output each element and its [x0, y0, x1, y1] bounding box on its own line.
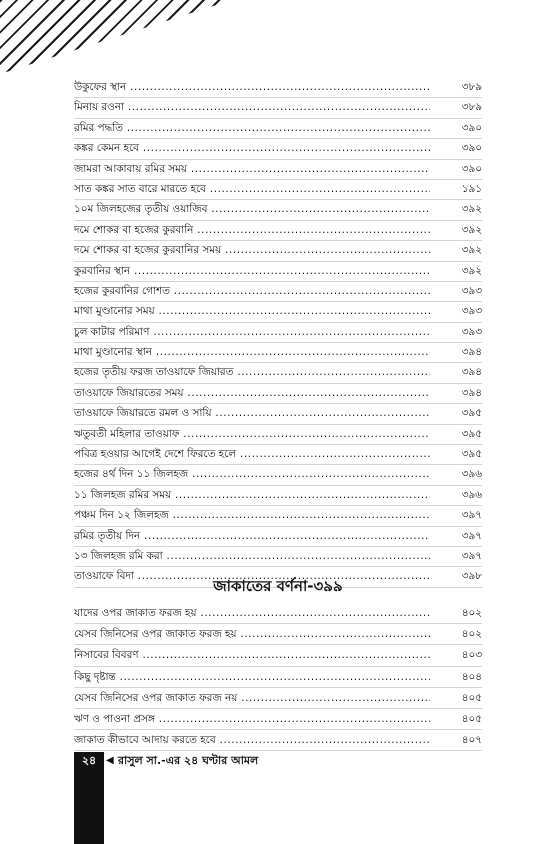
toc-entry	[74, 78, 482, 98]
toc-entry-title: উকুফের স্থান .....	[74, 78, 430, 97]
toc-entry-title: চুল কাটার পরিমাণ .....	[74, 323, 430, 342]
toc-entry-title: হজের কুরবানির গোশত .....	[74, 282, 430, 301]
toc-entry-page: ৩৯৬	[461, 488, 482, 501]
decorative-stripes	[0, 0, 232, 74]
toc-entry-page: ৪০৫	[461, 691, 482, 704]
toc-entry-title: মাথা মুণ্ডানোর সময় .....	[74, 302, 430, 321]
toc-entry-page: ৩৯২	[461, 264, 482, 277]
toc-entry-page: ৩৯০	[461, 142, 482, 155]
toc-entry	[74, 404, 482, 424]
toc-entry-title: ১০ম জিলহজের তৃতীয় ওয়াজিব .....	[74, 200, 430, 219]
toc-entry	[74, 465, 482, 485]
toc-entry-title: পঞ্চম দিন ১২ জিলহজ .....	[74, 506, 430, 525]
toc-entry-title: মিনায় রওনা .....	[74, 98, 430, 117]
toc-entry-page: ৩৯২	[461, 244, 482, 257]
toc-entry-page: ৩৯৭	[461, 509, 482, 522]
toc-entry	[74, 282, 482, 302]
toc-entry-page: ৩৯০	[461, 162, 482, 175]
toc-entry-page: ৪০৩	[461, 649, 482, 662]
toc-entry-title: ঋতুবতী মহিলার তাওয়াফ .....	[74, 425, 430, 444]
toc-entry-title: কঙ্কর কেমন হবে .....	[74, 139, 430, 158]
toc-entry-page: ৩৯৫	[461, 407, 482, 420]
toc-list-bottom	[74, 603, 482, 751]
toc-entry	[74, 323, 482, 343]
toc-entry-title: পবিত্র হওয়ার আগেই দেশে ফিরতে হলে .....	[74, 445, 430, 464]
toc-entry-title: রমির তৃতীয় দিন .....	[74, 527, 430, 546]
toc-entry	[74, 262, 482, 282]
toc-entry-page: ৩৯৭	[461, 549, 482, 562]
toc-entry	[74, 506, 482, 526]
toc-entry-page: ৩৮৯	[461, 81, 482, 93]
toc-entry	[74, 241, 482, 261]
toc-entry-title: কিছু দৃষ্টান্ত .....	[74, 667, 430, 687]
toc-entry	[74, 667, 482, 688]
arrow-left-icon: ◀	[106, 755, 114, 766]
toc-entry-page: ৩৯৫	[461, 448, 482, 461]
toc-entry-page: ৩৯৪	[461, 386, 482, 399]
toc-entry-title: জাকাত কীভাবে আদায় করতে হবে .....	[74, 730, 430, 750]
toc-entry-page: ৩৯৬	[461, 468, 482, 481]
toc-entry-page: ৩৯০	[461, 121, 482, 134]
toc-entry-title: তাওয়াফে জিয়ারতে রমল ও সায়ি .....	[74, 404, 430, 423]
toc-entry	[74, 527, 482, 547]
toc-entry	[74, 425, 482, 445]
toc-entry-page: ৩৯৩	[461, 305, 482, 318]
toc-entry-page: ১৯১	[461, 182, 482, 195]
toc-entry	[74, 119, 482, 139]
toc-entry	[74, 160, 482, 180]
toc-entry-title: তাওয়াফে বিদা .....	[74, 567, 430, 586]
toc-entry-title: দমে শোকর বা হজের কুরবানি .....	[74, 221, 430, 240]
toc-entry	[74, 302, 482, 322]
toc-entry-title: জামরা আকাবায় রমির সময় .....	[74, 160, 430, 179]
toc-entry-title: হজের ৪র্থ দিন ১১ জিলহজ .....	[74, 465, 430, 484]
toc-entry	[74, 180, 482, 200]
toc-entry	[74, 645, 482, 666]
toc-entry-page: ৩৯২	[461, 223, 482, 236]
toc-entry-page: ৩৯৫	[461, 427, 482, 440]
toc-entry-page: ৪০৪	[461, 670, 482, 683]
toc-entry-title: তাওয়াফে জিয়ারতের সময় .....	[74, 384, 430, 403]
toc-entry-page: ৩৯৩	[461, 284, 482, 297]
toc-entry-page: ৪০৫	[461, 712, 482, 725]
toc-entry	[74, 547, 482, 567]
toc-entry-title: হজের তৃতীয় ফরজ তাওয়াফে জিয়ারত .....	[74, 363, 430, 382]
toc-entry-page: ৩৯৪	[461, 366, 482, 379]
toc-entry-title: নিসাবের বিবরণ .....	[74, 645, 430, 665]
toc-entry-title: ১১ জিলহজ রমির সময় .....	[74, 486, 430, 505]
toc-entry	[74, 343, 482, 363]
section-heading: জাকাতের বর্ণনা-৩৯৯	[213, 577, 343, 595]
toc-entry-title: কুরবানির স্থান .....	[74, 262, 430, 281]
toc-entry-page: ৩৯৩	[461, 325, 482, 338]
toc-entry-page: ৪০৭	[461, 734, 482, 747]
toc-entry-page: ৩৯৪	[461, 346, 482, 359]
toc-entry	[74, 688, 482, 709]
toc-entry-title: মাথা মুণ্ডানোর স্থান .....	[74, 343, 430, 362]
toc-entry	[74, 486, 482, 506]
toc-entry	[74, 445, 482, 465]
toc-entry-title: দমে শোকর বা হজের কুরবানির সময় .....	[74, 241, 430, 260]
toc-entry	[74, 98, 482, 118]
toc-entry-page: ৪০২	[461, 607, 482, 619]
toc-entry-title: যেসব জিনিসের ওপর জাকাত ফরজ হয় .....	[74, 624, 430, 644]
toc-entry	[74, 139, 482, 159]
toc-entry-title: ঋণ ও পাওনা প্রসঙ্গ .....	[74, 709, 430, 729]
toc-entry-page: ৩৯৮	[461, 570, 482, 583]
toc-entry	[74, 221, 482, 241]
toc-entry	[74, 730, 482, 751]
toc-entry-title: রমির পদ্ধতি .....	[74, 119, 430, 138]
toc-entry-title: ১৩ জিলহজ রমি করা .....	[74, 547, 430, 566]
toc-entry-title: সাত কঙ্কর সাত বারে মারতে হবে .....	[74, 180, 430, 199]
toc-entry-title: যেসব জিনিসের ওপর জাকাত ফরজ নয় .....	[74, 688, 430, 708]
page-number: ২৪	[81, 754, 97, 767]
running-footer-title: রাসুল সা.-এর ২৪ ঘণ্টার আমল	[118, 754, 259, 767]
toc-list-top	[74, 78, 482, 588]
toc-entry	[74, 624, 482, 645]
toc-entry-page: ৩৮৯	[461, 101, 482, 114]
toc-entry-title: যাদের ওপর জাকাত ফরজ হয় .....	[74, 603, 430, 623]
toc-entry	[74, 709, 482, 730]
toc-entry-page: ৪০২	[461, 628, 482, 641]
toc-entry	[74, 603, 482, 624]
toc-entry	[74, 363, 482, 383]
toc-entry	[74, 384, 482, 404]
toc-entry-page: ৩৯২	[461, 203, 482, 216]
toc-entry	[74, 200, 482, 220]
toc-entry-page: ৩৯৭	[461, 529, 482, 542]
